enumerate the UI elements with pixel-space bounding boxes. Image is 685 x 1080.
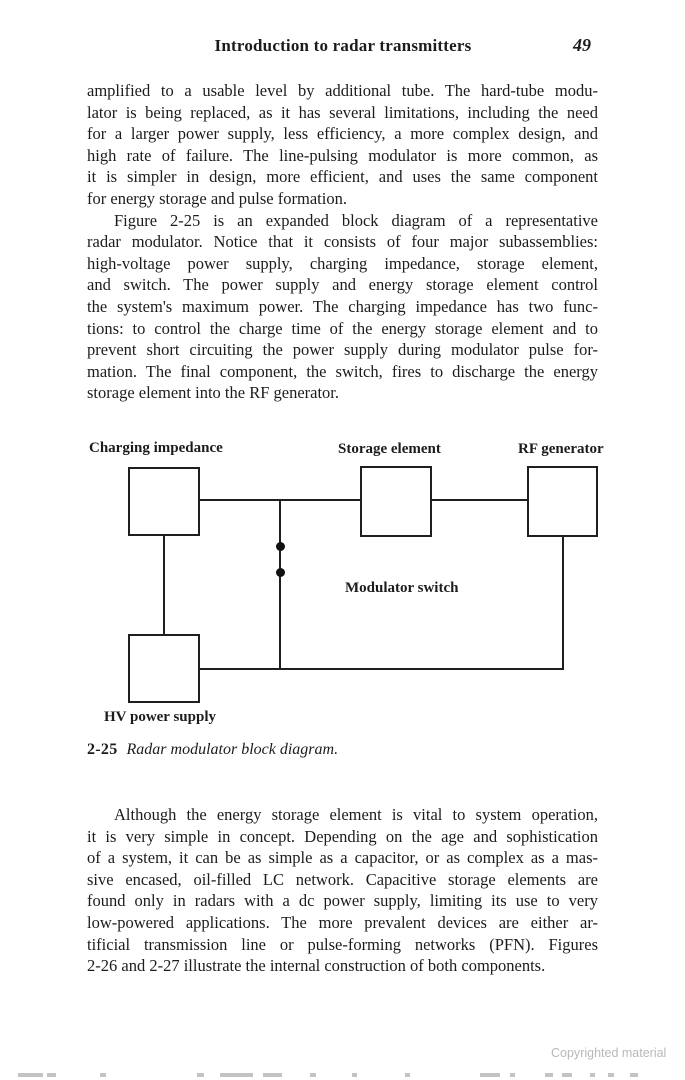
modulator-switch-line	[279, 500, 281, 669]
connector-rf-down	[562, 536, 564, 669]
hv-power-supply-label: HV power supply	[104, 709, 216, 725]
edge-fragment	[100, 1073, 106, 1077]
rf-generator-box	[527, 466, 598, 537]
text-line: high rate of failure. The line-pulsing modulator is more common, as	[87, 145, 598, 165]
text-line: of a system, it can be as simple as a capacitor, or as complex as a mas-	[87, 848, 598, 868]
page-title: Introduction to radar transmitters	[214, 36, 472, 55]
modulator-switch-label: Modulator switch	[345, 580, 459, 596]
text-line: for energy storage and pulse formation.	[87, 188, 347, 208]
edge-fragment	[590, 1073, 595, 1077]
edge-fragment	[562, 1073, 572, 1077]
storage-element-box	[360, 466, 432, 537]
copyright-watermark: Copyrighted material	[551, 1046, 667, 1060]
text-line: 2-26 and 2-27 illustrate the internal construction of both components.	[87, 956, 546, 976]
edge-fragment	[608, 1073, 614, 1077]
text-line: the system's maximum power. The charging impedance has two func-	[87, 296, 598, 316]
text-line: mation. The final component, the switch, fires to discharge the energy	[87, 361, 598, 381]
edge-fragment	[263, 1073, 282, 1077]
edge-fragment	[405, 1073, 410, 1077]
charging-impedance-label: Charging impedance	[89, 440, 223, 456]
text-line: Figure 2-25 is an expanded block diagram of a representative	[114, 210, 598, 230]
switch-contact-dot-upper	[276, 542, 285, 551]
rf-generator-label: RF generator	[518, 441, 604, 457]
edge-fragment	[510, 1073, 515, 1077]
page-edge-artifact	[0, 1072, 685, 1080]
hv-power-supply-box	[128, 634, 200, 703]
edge-fragment	[630, 1073, 638, 1077]
connector-charging-to-hv	[163, 535, 165, 635]
edge-fragment	[197, 1073, 204, 1077]
text-line: low-powered applications. The more prevalent devices are either ar-	[87, 912, 598, 932]
text-line: it is simpler in design, more efficient, and uses the same component	[87, 167, 598, 187]
connector-storage-to-rf	[431, 499, 528, 501]
text-line: tions: to control the charge time of the energy storage element and to	[87, 318, 598, 338]
text-line: lator is being replaced, as it has several limitations, including the need	[87, 102, 598, 122]
text-line: prevent short circuiting the power supply during modulator pulse for-	[87, 340, 598, 360]
text-line: it is very simple in concept. Depending on the age and sophistication	[87, 826, 598, 846]
page-number: 49	[573, 35, 591, 55]
text-line: sive encased, oil-filled LC network. Capacitive storage elements are	[87, 869, 598, 889]
edge-fragment	[47, 1073, 56, 1077]
paragraph-3	[87, 804, 598, 977]
figure-caption-text: Radar modulator block diagram.	[126, 741, 339, 758]
edge-fragment	[480, 1073, 500, 1077]
switch-contact-dot-lower	[276, 568, 285, 577]
charging-impedance-box	[128, 467, 200, 536]
edge-fragment	[18, 1073, 43, 1077]
edge-fragment	[545, 1073, 553, 1077]
storage-element-label: Storage element	[338, 441, 441, 457]
edge-fragment	[352, 1073, 357, 1077]
text-line: storage element into the RF generator.	[87, 383, 340, 403]
paragraph-1	[87, 80, 598, 210]
body-text-lower	[87, 804, 598, 977]
edge-fragment	[310, 1073, 316, 1077]
text-line: for a larger power supply, less efficiency, a more complex design, and	[87, 124, 598, 144]
text-line: and switch. The power supply and energy storage element control	[87, 275, 598, 295]
text-line: high-voltage power supply, charging impedance, storage element,	[87, 253, 598, 273]
text-line: Although the energy storage element is vital to system operation,	[114, 805, 598, 824]
paragraph-2	[87, 210, 598, 404]
figure-caption-number: 2-25	[87, 741, 118, 758]
text-line: amplified to a usable level by additional tube. The hard-tube modu-	[87, 81, 598, 100]
connector-charging-to-storage	[199, 499, 360, 501]
body-text-upper	[87, 80, 598, 404]
text-line: radar modulator. Notice that it consists of four major subassemblies:	[87, 232, 598, 252]
text-line: found only in radars with a dc power supply, limiting its use to very	[87, 891, 598, 911]
edge-fragment	[220, 1073, 253, 1077]
text-line: tificial transmission line or pulse-forming networks (PFN). Figures	[87, 934, 598, 954]
figure-caption	[87, 741, 338, 759]
connector-bottom-return	[199, 668, 564, 670]
